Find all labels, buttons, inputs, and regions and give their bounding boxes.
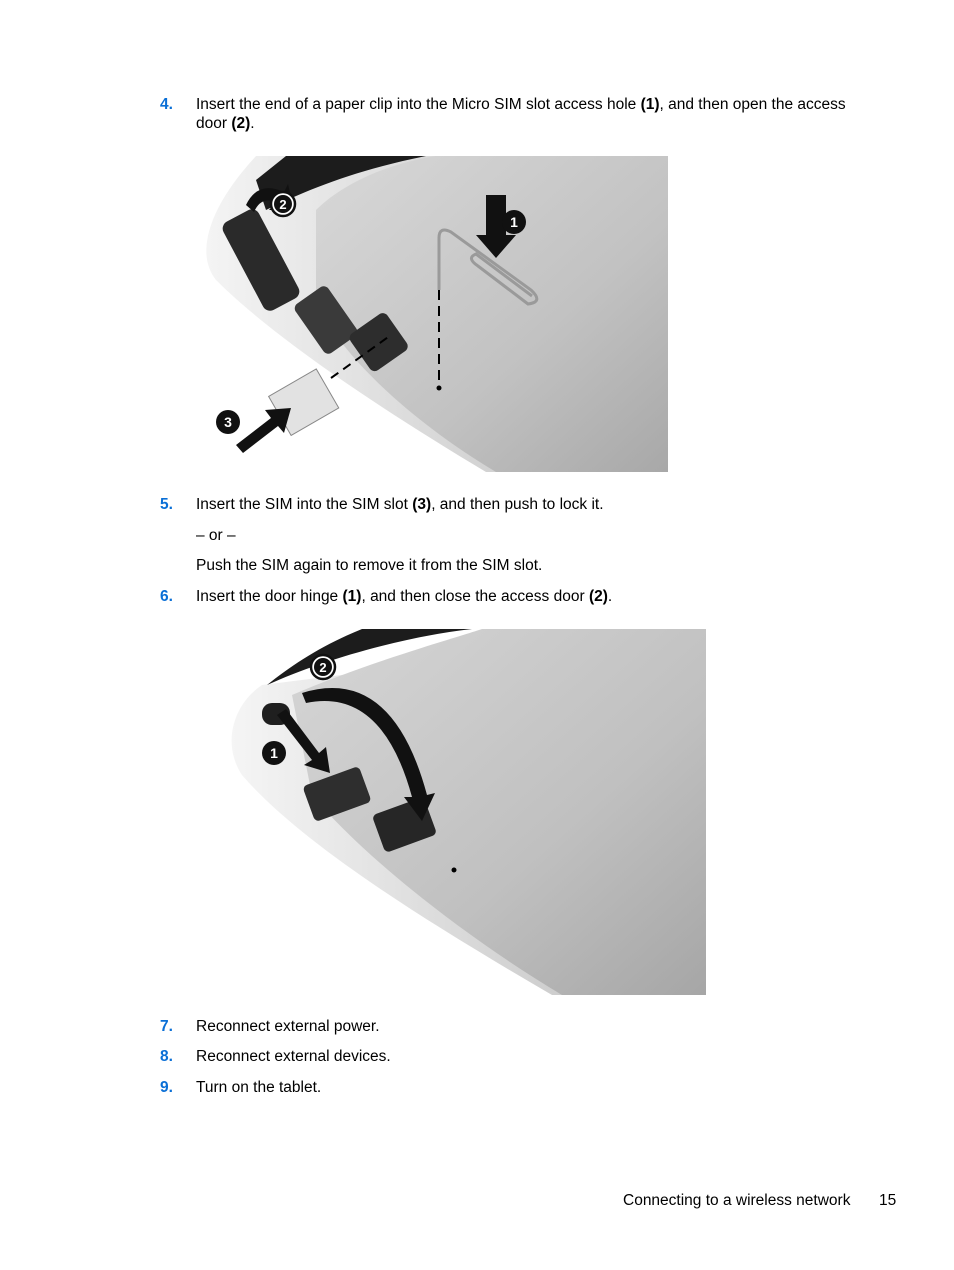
svg-text:1: 1 — [510, 214, 518, 230]
step-number: 8. — [160, 1048, 173, 1065]
step-number: 7. — [160, 1018, 173, 1035]
step-text-line-1: Insert the end of a paper clip into the Micro SIM slot access hole (1), and then open the access — [196, 96, 846, 113]
page-number: 15 — [879, 1192, 897, 1209]
or-separator: – or – — [196, 527, 236, 544]
step-number: 4. — [160, 96, 173, 113]
arrow-up-right-icon — [236, 408, 291, 453]
callout-1 — [262, 741, 286, 765]
step-number: 5. — [160, 496, 173, 513]
callout-3 — [216, 410, 240, 434]
callout-1 — [502, 210, 526, 234]
tablet-illustration-2 — [222, 625, 710, 998]
figure-close-sim-door — [222, 625, 710, 998]
footer-section-title: Connecting to a wireless network — [623, 1192, 851, 1209]
step-text: Insert the door hinge (1), and then close the access door (2). — [196, 588, 613, 605]
alternative-text: Push the SIM again to remove it from the SIM slot. — [196, 557, 543, 574]
svg-text:3: 3 — [224, 414, 232, 430]
svg-text:2: 2 — [319, 660, 327, 675]
svg-text:2: 2 — [279, 197, 287, 212]
step-number: 9. — [160, 1079, 173, 1096]
step-text: Insert the SIM into the SIM slot (3), and then push to lock it. — [196, 496, 604, 513]
svg-text:1: 1 — [270, 745, 278, 761]
callout-2 — [311, 655, 335, 679]
callout-2 — [271, 192, 295, 216]
step-text: Reconnect external power. — [196, 1018, 380, 1035]
step-text-line-2: door (2). — [196, 115, 255, 132]
step-number: 6. — [160, 588, 173, 605]
tablet-illustration-1 — [196, 150, 672, 480]
figure-open-sim-door — [196, 150, 672, 480]
step-text: Turn on the tablet. — [196, 1079, 322, 1096]
step-text: Reconnect external devices. — [196, 1048, 391, 1065]
